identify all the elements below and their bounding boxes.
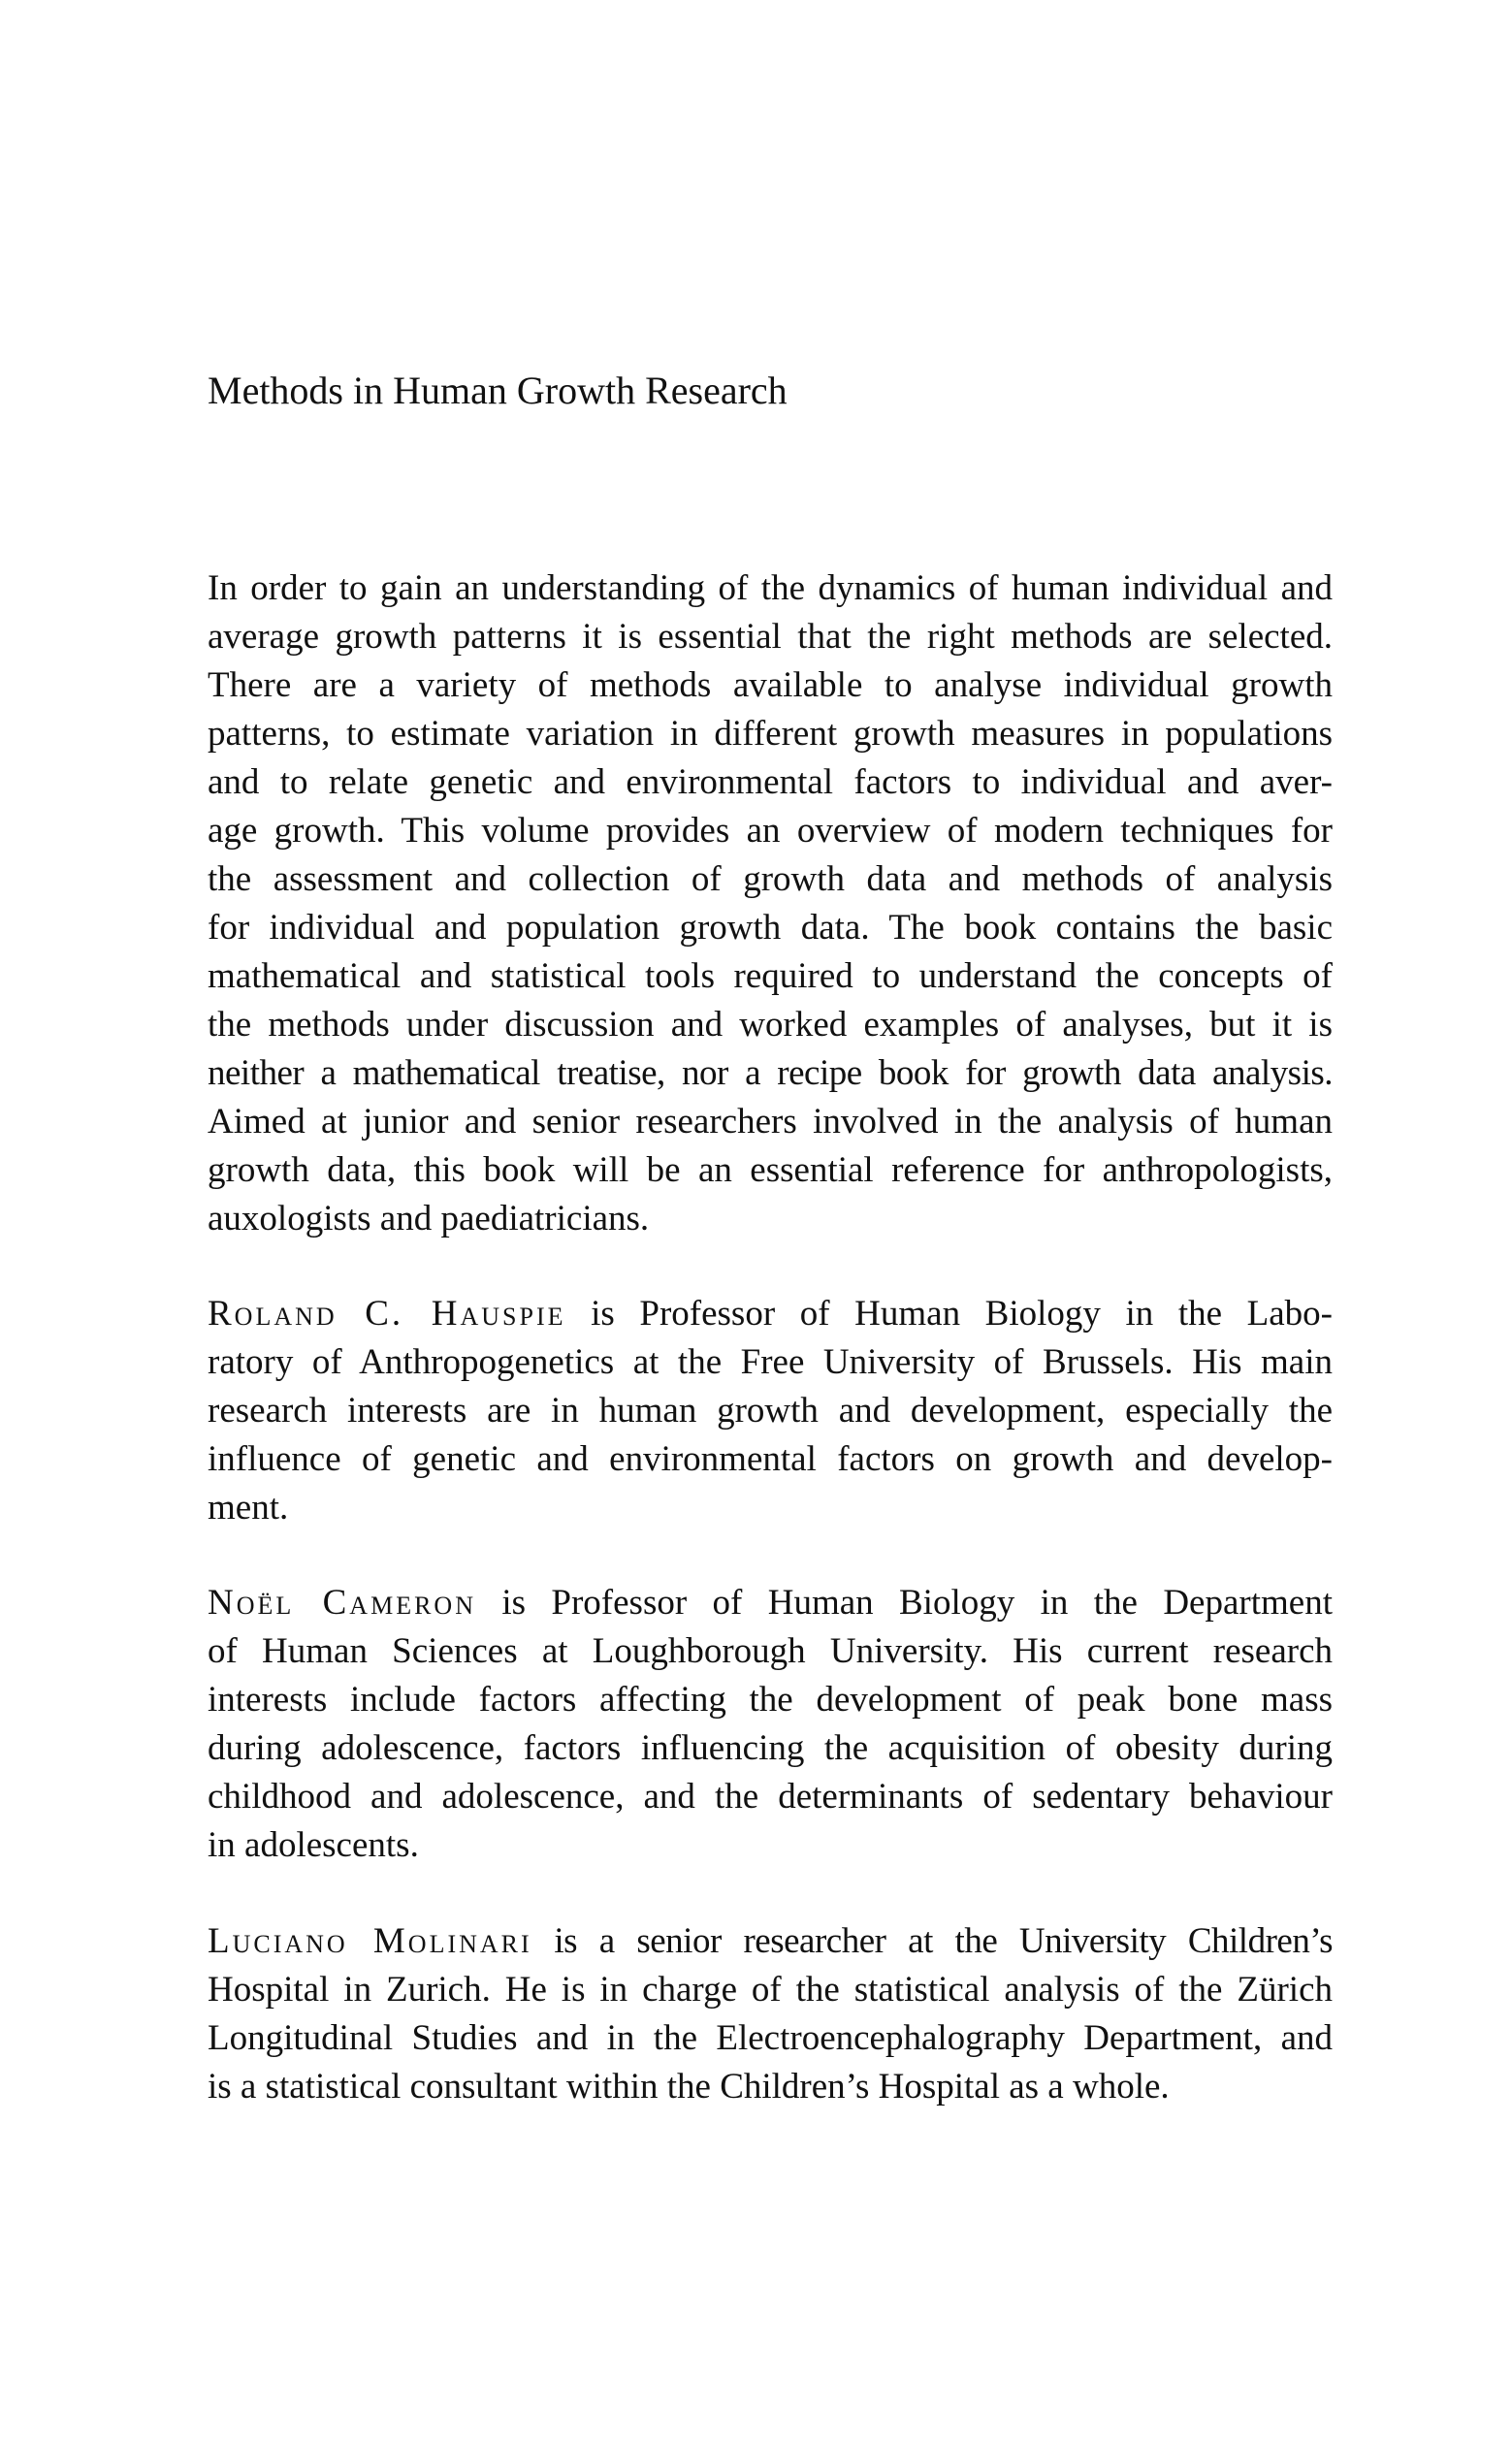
bio-line: ratory of Anthropogenetics at the Free University of Brussels. His main [208, 1342, 1333, 1382]
author-name: Noël Cameron [208, 1583, 476, 1623]
bio-line: interests include factors affecting the development of peak bone mass [208, 1680, 1333, 1720]
bio-first-line-text: is Professor of Human Biology in the Labo- [565, 1294, 1334, 1334]
author-name: Roland C. Hauspie [208, 1294, 566, 1334]
bio-line [208, 1579, 1333, 1627]
summary-line: patterns, to estimate variation in different growth measures in populations [208, 714, 1333, 754]
book-title: Methods in Human Growth Research [208, 369, 788, 412]
summary-line: and to relate genetic and environmental factors to individual and aver- [208, 762, 1333, 802]
author-bio-molinari [208, 1917, 1333, 2111]
summary-line: There are a variety of methods available to analyse individual growth [208, 665, 1333, 705]
bio-line: during adolescence, factors influencing the acquisition of obesity during [208, 1728, 1333, 1768]
author-bio-cameron [208, 1579, 1333, 1870]
summary-line: neither a mathematical treatise, nor a recipe book for growth data analysis. [208, 1053, 1333, 1093]
bio-line: of Human Sciences at Loughborough University. His current research [208, 1631, 1333, 1671]
author-name: Luciano Molinari [208, 1921, 532, 1961]
summary-line: In order to gain an understanding of the dynamics of human individual and [208, 568, 1333, 608]
summary-line: mathematical and statistical tools required to understand the concepts of [208, 956, 1333, 996]
summary-line: auxologists and paediatricians. [208, 1199, 650, 1239]
author-bio-hauspie [208, 1290, 1333, 1532]
bio-line [208, 1290, 1333, 1338]
summary-line: age growth. This volume provides an overview of modern techniques for [208, 811, 1333, 851]
summary-line: average growth patterns it is essential that the right methods are selected. [208, 617, 1333, 657]
summary-line: Aimed at junior and senior researchers involved in the analysis of human [208, 1102, 1333, 1142]
summary-line: the methods under discussion and worked examples of analyses, but it is [208, 1005, 1333, 1045]
bio-line: in adolescents. [208, 1825, 419, 1865]
summary-line: growth data, this book will be an essential reference for anthropologists, [208, 1150, 1333, 1190]
summary-line: the assessment and collection of growth data and methods of analysis [208, 859, 1333, 899]
bio-first-line-text: is Professor of Human Biology in the Department [475, 1583, 1333, 1623]
bio-line: Hospital in Zurich. He is in charge of the statistical analysis of the Zürich [208, 1970, 1333, 2010]
bio-line: Longitudinal Studies and in the Electroencephalography Department, and [208, 2018, 1333, 2058]
summary-line: for individual and population growth data. The book contains the basic [208, 908, 1333, 948]
bio-line: research interests are in human growth and development, especially the [208, 1391, 1333, 1431]
bio-line [208, 1917, 1333, 1966]
bio-line: ment. [208, 1488, 289, 1528]
book-summary [208, 564, 1333, 1243]
bio-line: influence of genetic and environmental factors on growth and develop- [208, 1439, 1333, 1479]
bio-line: childhood and adolescence, and the determinants of sedentary behaviour [208, 1777, 1333, 1817]
bio-line: is a statistical consultant within the Children’s Hospital as a whole. [208, 2067, 1170, 2107]
bio-first-line-text: is a senior researcher at the University Children’s [531, 1921, 1333, 1961]
